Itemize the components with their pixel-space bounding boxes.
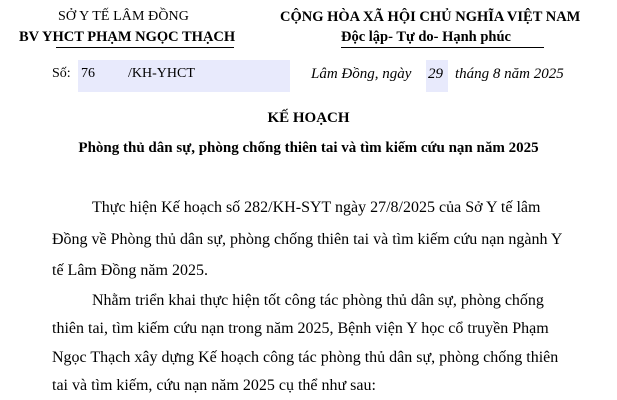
date-prefix: Lâm Đồng, ngày	[311, 66, 412, 82]
paragraph-2-line-3: Ngọc Thạch xây dựng Kế hoạch công tác phòng thủ dân sự, phòng chống thiên	[52, 349, 559, 366]
paragraph-2-line-2: thiên tai, tìm kiếm cứu nạn trong năm 2025, Bệnh viện Y học cổ truyền Phạm	[52, 320, 549, 337]
unit-underline	[56, 47, 234, 48]
paragraph-1-line-1: Thực hiện Kế hoạch số 282/KH-SYT ngày 27/8/2025 của Sở Y tế lâm	[92, 199, 541, 216]
date-day-value[interactable]: 29	[428, 66, 443, 82]
paragraph-1-line-2: Đồng về Phòng thủ dân sự, phòng chống thiên tai và tìm kiếm cứu nạn ngành Y	[52, 231, 563, 248]
national-motto: Độc lập- Tự do- Hạnh phúc	[341, 29, 511, 45]
document-number-code: /KH-YHCT	[128, 66, 195, 81]
document-title: KẾ HOẠCH	[267, 110, 350, 126]
country-name: CỘNG HÒA XÃ HỘI CHỦ NGHĨA VIỆT NAM	[280, 9, 581, 25]
unit-name: BV YHCT PHẠM NGỌC THẠCH	[19, 29, 236, 45]
date-suffix: tháng 8 năm 2025	[455, 66, 564, 82]
paragraph-2-line-4: tai và tìm kiếm, cứu nạn năm 2025 cụ thể như sau:	[52, 377, 376, 394]
paragraph-1-line-3: tế Lâm Đồng năm 2025.	[52, 262, 208, 279]
paragraph-2-line-1: Nhằm triển khai thực hiện tốt công tác phòng thủ dân sự, phòng chống	[92, 292, 544, 309]
motto-underline	[341, 47, 544, 48]
agency-name: SỞ Y TẾ LÂM ĐỒNG	[58, 9, 189, 24]
document-number-value[interactable]: 76	[81, 66, 95, 81]
document-number-label: Số:	[52, 66, 71, 81]
document-subtitle: Phòng thủ dân sự, phòng chống thiên tai và tìm kiếm cứu nạn năm 2025	[78, 140, 539, 156]
